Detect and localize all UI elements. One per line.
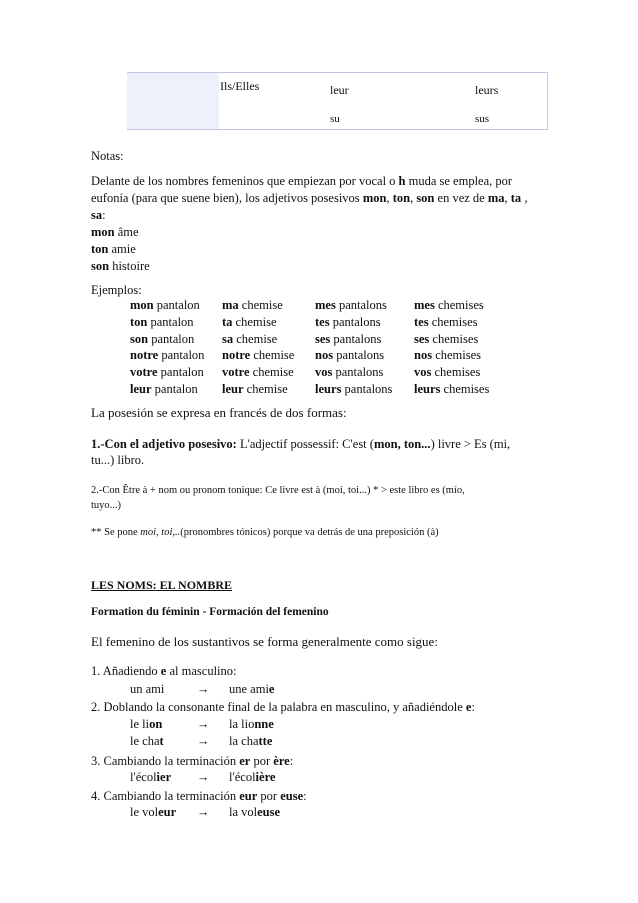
- forma-1-line-1: [91, 436, 510, 453]
- ejemplo-possessive: son: [130, 331, 149, 346]
- section-subtitle: Formation du féminin - Formación del femenino: [91, 606, 329, 618]
- note-example-1: [91, 224, 139, 241]
- nota-pron-italic: moi, toi,..: [140, 527, 181, 538]
- feminine-word: [229, 770, 275, 785]
- rule-bold: euse: [280, 789, 304, 803]
- rule-text: 1. Añadiendo: [91, 664, 158, 678]
- feminine-word: [229, 805, 280, 820]
- ejemplo-cell: [130, 298, 200, 313]
- ejemplo-noun: chemise: [243, 382, 288, 396]
- masc-stem: le li: [130, 717, 150, 731]
- masc-stem: l'écol: [130, 770, 157, 784]
- rule-text: 2. Doblando la consonante final de la palabra en masculino, y añadiéndole: [91, 700, 463, 714]
- nota-pron-post: (pronombres tónicos) porque va detrás de una preposición (à): [180, 527, 439, 538]
- ejemplo-possessive: notre: [130, 348, 159, 363]
- note-example-noun: amie: [111, 242, 136, 256]
- rule-1: [91, 663, 236, 680]
- rule-text: :: [303, 789, 307, 803]
- ejemplo-cell: [414, 315, 478, 330]
- ejemplo-noun: pantalons: [341, 382, 393, 396]
- ejemplo-noun: chemise: [250, 348, 295, 363]
- rule-text: 3. Cambiando la terminación: [91, 754, 237, 768]
- arrow-icon: →: [197, 734, 210, 748]
- fem-stem: la vol: [229, 805, 258, 819]
- ejemplo-possessive: vos: [414, 365, 432, 380]
- ejemplo-cell: [414, 332, 478, 347]
- ejemplo-possessive: leurs: [315, 382, 342, 396]
- ejemplo-possessive: tes: [414, 314, 429, 329]
- ejemplo-cell: [315, 298, 387, 313]
- ejemplo-possessive: ses: [414, 331, 430, 346]
- rule-bold: er: [239, 754, 251, 768]
- ejemplo-noun: chemises: [428, 314, 478, 329]
- fem-stem: la lio: [229, 717, 255, 731]
- ejemplo-possessive: tes: [315, 314, 330, 329]
- ejemplo-cell: [222, 365, 294, 380]
- ejemplo-possessive: sa: [222, 331, 234, 346]
- rule-text: por: [260, 789, 278, 803]
- ejemplos-heading: Ejemplos:: [91, 283, 142, 297]
- note-example-noun: âme: [117, 225, 139, 239]
- ejemplo-noun: pantalons: [333, 348, 385, 363]
- masc-stem: un ami: [130, 682, 165, 696]
- fem-ending: ière: [255, 770, 276, 784]
- masc-stem: le vol: [130, 805, 159, 819]
- ejemplo-noun: chemises: [429, 331, 479, 346]
- fem-ending: tte: [258, 734, 273, 748]
- ejemplo-noun: pantalon: [148, 331, 195, 346]
- nota-pron-pre: ** Se pone: [91, 527, 138, 538]
- ejemplo-noun: pantalon: [157, 365, 204, 380]
- ejemplo-cell: [130, 365, 204, 380]
- forma-1-text-b: ) livre > Es (mi,: [430, 437, 511, 451]
- rule-text: al masculino:: [169, 664, 237, 678]
- note-sa: sa: [91, 208, 103, 222]
- ejemplo-noun: chemises: [431, 365, 481, 380]
- ejemplo-possessive: mon: [130, 298, 154, 312]
- section-title: LES NOMS: EL NOMBRE: [91, 578, 233, 592]
- table-pronoun: Ils/Elles: [220, 79, 260, 93]
- ejemplo-possessive: leur: [130, 382, 152, 396]
- rule-4: [91, 788, 307, 805]
- ejemplo-possessive: notre: [222, 348, 251, 363]
- table-fr-plural: leurs: [475, 83, 499, 97]
- ejemplo-noun: pantalons: [332, 365, 384, 380]
- rule-bold: ère: [273, 754, 290, 768]
- ejemplo-noun: chemises: [432, 348, 482, 363]
- forma-2-line-2: tuyo...): [91, 500, 122, 511]
- masculine-word: [130, 805, 176, 820]
- note-en-vez: en vez de: [437, 191, 485, 205]
- forma-2-line-1: 2.-Con Être à + nom ou pronom tonique: Ce livre est à (moi, toi...) * > este libro es (mío,: [91, 485, 465, 496]
- ejemplo-noun: pantalons: [329, 314, 381, 329]
- ejemplo-noun: pantalon: [147, 314, 194, 329]
- ejemplo-possessive: mes: [315, 298, 336, 312]
- note-ton: ton: [392, 191, 411, 205]
- arrow-icon: →: [197, 682, 210, 696]
- nota-pronombres: [91, 525, 439, 541]
- masc-ending: eur: [158, 805, 177, 819]
- fem-stem: l'écol: [229, 770, 256, 784]
- arrow-icon: →: [197, 770, 210, 784]
- ejemplo-cell: [414, 348, 481, 363]
- note-ta: ta: [510, 191, 522, 205]
- forma-1-line-2: tu...) libro.: [91, 453, 145, 467]
- note-example-poss: mon: [91, 225, 115, 239]
- rule-bold: eur: [239, 789, 258, 803]
- note-text-2: eufonía (para que suene bien), los adjetivos posesivos: [91, 191, 360, 205]
- ejemplo-possessive: ta: [222, 314, 233, 329]
- forma-1-bold-2: mon, ton...: [373, 437, 431, 451]
- possessive-table: [127, 72, 548, 130]
- table-fr-singular: leur: [330, 83, 349, 97]
- fem-ending: euse: [257, 805, 281, 819]
- ejemplo-possessive: votre: [222, 365, 250, 380]
- ejemplo-noun: pantalon: [151, 382, 198, 396]
- note-line-3: sa:: [91, 208, 106, 222]
- ejemplo-noun: chemise: [232, 314, 277, 329]
- feminine-word: [229, 717, 274, 732]
- posesion-text: La posesión se expresa en francés de dos formas:: [91, 405, 347, 420]
- feminine-word: [229, 734, 272, 749]
- forma-1-text-a: L'adjectif possessif: C'est (: [239, 437, 374, 451]
- ejemplo-noun: pantalon: [153, 298, 200, 312]
- table-es-plural: sus: [475, 113, 490, 125]
- note-example-noun: histoire: [112, 259, 150, 273]
- ejemplo-cell: [130, 382, 198, 397]
- forma-1-bold: 1.-Con el adjetivo posesivo:: [91, 437, 237, 451]
- ejemplo-possessive: ses: [315, 331, 331, 346]
- ejemplo-cell: [315, 365, 383, 380]
- note-h: h: [398, 174, 406, 188]
- rule-text: por: [253, 754, 271, 768]
- rule-bold: e: [465, 700, 472, 714]
- notas-heading: Notas:: [91, 149, 124, 163]
- fem-ending: nne: [254, 717, 274, 731]
- masc-ending: t: [159, 734, 164, 748]
- ejemplo-cell: [130, 315, 194, 330]
- ejemplo-noun: pantalons: [330, 331, 382, 346]
- ejemplo-cell: [315, 315, 381, 330]
- ejemplo-cell: [130, 348, 204, 363]
- note-line-1: [91, 173, 512, 190]
- ejemplo-possessive: ma: [222, 298, 239, 312]
- rule-text: 4. Cambiando la terminación: [91, 789, 237, 803]
- ejemplo-noun: chemises: [434, 298, 484, 312]
- arrow-icon: →: [197, 717, 210, 731]
- note-text: Delante de los nombres femeninos que empiezan por vocal o: [91, 174, 396, 188]
- ejemplo-noun: chemise: [233, 331, 278, 346]
- ejemplo-cell: [222, 382, 288, 397]
- ejemplo-noun: chemises: [440, 382, 490, 396]
- rule-bold: e: [160, 664, 167, 678]
- note-son: son: [416, 191, 435, 205]
- rule-text: :: [289, 754, 294, 768]
- masc-ending: on: [149, 717, 163, 731]
- note-ma: ma: [487, 191, 505, 205]
- note-example-poss: ton: [91, 242, 109, 256]
- masc-stem: le cha: [130, 734, 160, 748]
- note-example-poss: son: [91, 259, 110, 273]
- ejemplo-noun: chemise: [238, 298, 283, 312]
- intro-text: El femenino de los sustantivos se forma generalmente como sigue:: [91, 634, 438, 649]
- table-es-singular: su: [330, 113, 340, 125]
- ejemplo-noun: pantalons: [335, 298, 387, 312]
- ejemplo-possessive: leurs: [414, 382, 441, 396]
- ejemplo-noun: chemise: [249, 365, 294, 380]
- note-example-3: [91, 258, 150, 275]
- fem-stem: la cha: [229, 734, 259, 748]
- ejemplo-possessive: votre: [130, 365, 158, 380]
- ejemplo-cell: [222, 348, 294, 363]
- ejemplo-possessive: leur: [222, 382, 244, 396]
- fem-ending: e: [268, 682, 275, 696]
- ejemplo-noun: pantalon: [158, 348, 205, 363]
- masculine-word: [130, 682, 164, 697]
- feminine-word: [229, 682, 274, 697]
- masculine-word: [130, 770, 171, 785]
- ejemplo-possessive: ton: [130, 314, 148, 329]
- ejemplo-cell: [130, 332, 194, 347]
- ejemplo-possessive: nos: [315, 348, 334, 363]
- masculine-word: [130, 717, 162, 732]
- ejemplo-cell: [315, 382, 392, 397]
- note-line-2: eufonía (para que suene bien), los adjetivos posesivos mon, ton, son en vez de ma, ta ,: [91, 191, 528, 205]
- ejemplo-cell: [414, 382, 489, 397]
- rule-text: :: [471, 700, 475, 714]
- fem-stem: une ami: [229, 682, 269, 696]
- note-mon: mon: [362, 191, 387, 205]
- ejemplo-possessive: vos: [315, 365, 333, 380]
- ejemplo-cell: [315, 348, 384, 363]
- ejemplo-cell: [222, 332, 277, 347]
- table-shaded-cell: [127, 73, 219, 129]
- ejemplo-possessive: nos: [414, 348, 433, 363]
- note-text-end: muda se emplea, por: [408, 174, 513, 188]
- ejemplo-cell: [315, 332, 381, 347]
- ejemplo-cell: [414, 365, 480, 380]
- masc-ending: ier: [156, 770, 172, 784]
- masculine-word: [130, 734, 164, 749]
- ejemplo-cell: [222, 315, 277, 330]
- note-example-2: [91, 241, 136, 258]
- ejemplo-cell: [222, 298, 283, 313]
- ejemplo-possessive: mes: [414, 298, 435, 312]
- ejemplo-cell: [414, 298, 484, 313]
- rule-2: [91, 699, 475, 716]
- arrow-icon: →: [197, 805, 210, 819]
- rule-3: [91, 753, 293, 770]
